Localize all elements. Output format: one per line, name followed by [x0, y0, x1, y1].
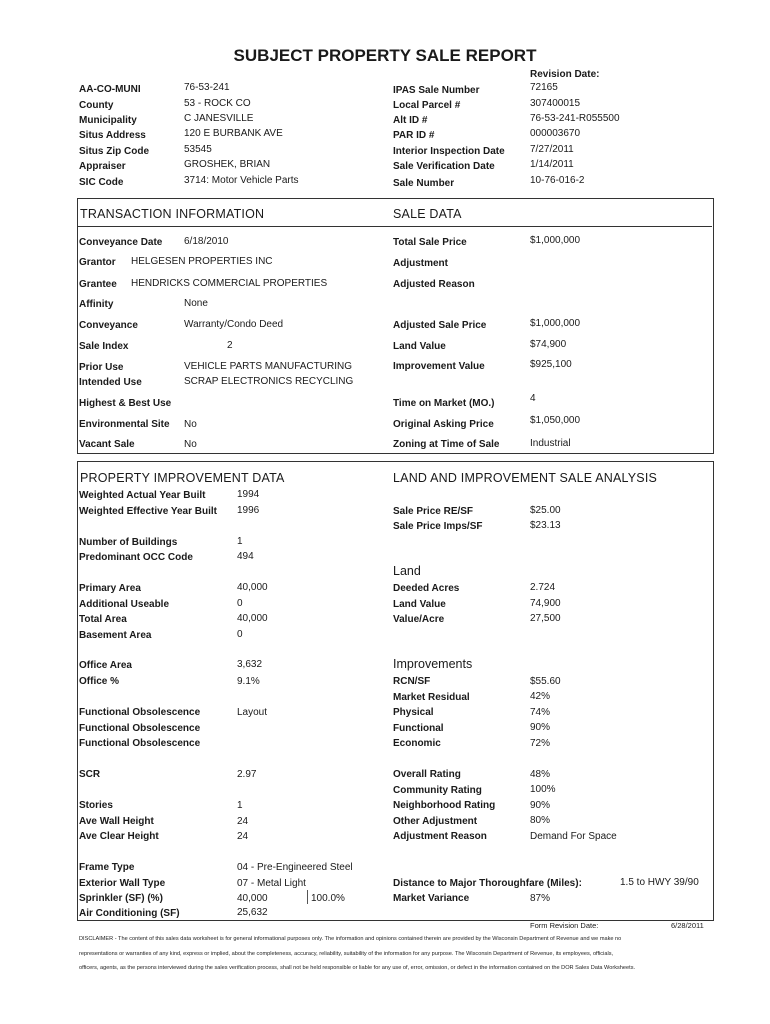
- ave-wall-height-label: Ave Wall Height: [79, 816, 154, 827]
- transaction-divider: [78, 226, 712, 227]
- sic-code-label: SIC Code: [79, 177, 124, 188]
- deeded-acres-label: Deeded Acres: [393, 583, 460, 594]
- intended-use-label: Intended Use: [79, 377, 142, 388]
- analysis-land-value-label: Land Value: [393, 599, 446, 610]
- zoning-label: Zoning at Time of Sale: [393, 439, 500, 450]
- improvement-heading: PROPERTY IMPROVEMENT DATA: [80, 471, 285, 485]
- form-revision-date: 6/28/2011: [671, 921, 704, 930]
- weighted-effective-year-value: 1996: [237, 505, 260, 516]
- vacant-sale-label: Vacant Sale: [79, 439, 135, 450]
- prior-use-value: VEHICLE PARTS MANUFACTURING: [184, 361, 352, 372]
- adjustment-reason-value: Demand For Space: [530, 831, 617, 842]
- county-value: 53 - ROCK CO: [184, 98, 251, 109]
- improvement-value-value: $925,100: [530, 359, 572, 370]
- weighted-actual-year-label: Weighted Actual Year Built: [79, 490, 206, 501]
- additional-useable-value: 0: [237, 598, 243, 609]
- overall-rating-value: 48%: [530, 769, 551, 780]
- sale-verification-value: 1/14/2011: [530, 159, 574, 170]
- physical-value: 74%: [530, 707, 551, 718]
- rcn-sf-value: $55.60: [530, 676, 561, 687]
- neighborhood-rating-value: 90%: [530, 800, 551, 811]
- functional-obsolescence-value-1: Layout: [237, 707, 268, 718]
- office-area-label: Office Area: [79, 660, 132, 671]
- exterior-wall-type-label: Exterior Wall Type: [79, 878, 166, 889]
- market-residual-label: Market Residual: [393, 692, 470, 703]
- functional-label: Functional: [393, 723, 444, 734]
- conveyance-value: Warranty/Condo Deed: [184, 319, 284, 330]
- prior-use-label: Prior Use: [79, 362, 124, 373]
- appraiser-value: GROSHEK, BRIAN: [184, 159, 271, 170]
- air-conditioning-label: Air Conditioning (SF): [79, 908, 180, 919]
- situs-address-label: Situs Address: [79, 130, 146, 141]
- time-on-market-value: 4: [530, 393, 536, 404]
- sale-price-re-sf-label: Sale Price RE/SF: [393, 506, 474, 517]
- weighted-effective-year-label: Weighted Effective Year Built: [79, 506, 218, 517]
- basement-area-label: Basement Area: [79, 630, 152, 641]
- frame-type-label: Frame Type: [79, 862, 135, 873]
- predominant-occ-label: Predominant OCC Code: [79, 552, 193, 563]
- vacant-sale-value: No: [184, 439, 197, 450]
- grantor-value: HELGESEN PROPERTIES INC: [131, 256, 273, 267]
- ave-clear-height-value: 24: [237, 831, 249, 842]
- situs-zip-value: 53545: [184, 144, 212, 155]
- analysis-heading: LAND AND IMPROVEMENT SALE ANALYSIS: [393, 471, 658, 485]
- zoning-value: Industrial: [530, 438, 571, 449]
- municipality-label: Municipality: [79, 115, 137, 126]
- report-title: SUBJECT PROPERTY SALE REPORT: [233, 46, 537, 65]
- functional-obsolescence-label-1: Functional Obsolescence: [79, 707, 201, 718]
- weighted-actual-year-value: 1994: [237, 489, 260, 500]
- sale-verification-label: Sale Verification Date: [393, 161, 495, 172]
- situs-zip-label: Situs Zip Code: [79, 146, 149, 157]
- grantee-label: Grantee: [79, 279, 117, 290]
- sprinkler-value: 40,000: [237, 893, 268, 904]
- office-pct-value: 9.1%: [237, 676, 260, 687]
- functional-obsolescence-label-3: Functional Obsolescence: [79, 738, 201, 749]
- sale-price-re-sf-value: $25.00: [530, 505, 561, 516]
- sprinkler-divider: [307, 890, 308, 904]
- form-revision-label: Form Revision Date:: [530, 921, 599, 930]
- total-area-value: 40,000: [237, 613, 268, 624]
- stories-label: Stories: [79, 800, 113, 811]
- highest-best-use-label: Highest & Best Use: [79, 398, 172, 409]
- affinity-label: Affinity: [79, 299, 114, 310]
- value-acre-label: Value/Acre: [393, 614, 445, 625]
- analysis-land-value-value: 74,900: [530, 598, 561, 609]
- conveyance-label: Conveyance: [79, 320, 138, 331]
- municipality-value: C JANESVILLE: [184, 113, 254, 124]
- original-asking-price-value: $1,050,000: [530, 415, 581, 426]
- air-conditioning-value: 25,632: [237, 907, 268, 918]
- affinity-value: None: [184, 298, 208, 309]
- adjustment-reason-label: Adjustment Reason: [393, 831, 487, 842]
- land-value-value: $74,900: [530, 339, 567, 350]
- transaction-heading: TRANSACTION INFORMATION: [80, 207, 265, 221]
- time-on-market-label: Time on Market (MO.): [393, 398, 495, 409]
- aa-co-muni-value: 76-53-241: [184, 82, 230, 93]
- predominant-occ-value: 494: [237, 551, 254, 562]
- distance-thoroughfare-label: Distance to Major Thoroughfare (Miles):: [393, 878, 582, 889]
- community-rating-label: Community Rating: [393, 785, 482, 796]
- sale-data-heading: SALE DATA: [393, 207, 462, 221]
- sale-price-imps-sf-label: Sale Price Imps/SF: [393, 521, 483, 532]
- alt-id-value: 76-53-241-R055500: [530, 113, 620, 124]
- par-id-value: 000003670: [530, 128, 581, 139]
- total-sale-price-label: Total Sale Price: [393, 237, 467, 248]
- land-heading: Land: [393, 564, 421, 578]
- local-parcel-value: 307400015: [530, 98, 581, 109]
- frame-type-value: 04 - Pre-Engineered Steel: [237, 862, 353, 873]
- interior-inspection-value: 7/27/2011: [530, 144, 574, 155]
- other-adjustment-label: Other Adjustment: [393, 816, 478, 827]
- economic-label: Economic: [393, 738, 441, 749]
- sprinkler-pct: 100.0%: [311, 893, 345, 904]
- scr-value: 2.97: [237, 769, 257, 780]
- improvement-value-label: Improvement Value: [393, 361, 485, 372]
- ave-clear-height-label: Ave Clear Height: [79, 831, 159, 842]
- functional-value: 90%: [530, 722, 551, 733]
- number-of-buildings-label: Number of Buildings: [79, 537, 178, 548]
- par-id-label: PAR ID #: [393, 130, 435, 141]
- primary-area-value: 40,000: [237, 582, 268, 593]
- sic-code-value: 3714: Motor Vehicle Parts: [184, 175, 299, 186]
- value-acre-value: 27,500: [530, 613, 561, 624]
- sale-number-label: Sale Number: [393, 178, 455, 189]
- ave-wall-height-value: 24: [237, 816, 249, 827]
- original-asking-price-label: Original Asking Price: [393, 419, 494, 430]
- total-sale-price-value: $1,000,000: [530, 235, 581, 246]
- aa-co-muni-label: AA-CO-MUNI: [79, 84, 141, 95]
- conveyance-date-label: Conveyance Date: [79, 237, 163, 248]
- land-value-label: Land Value: [393, 341, 446, 352]
- appraiser-label: Appraiser: [79, 161, 126, 172]
- community-rating-value: 100%: [530, 784, 556, 795]
- environmental-site-value: No: [184, 419, 197, 430]
- disclaimer-line-2: representations or warranties of any kind, express or implied, about the completeness, accuracy, reliability, suitability of the information for any purpose. The Wisconsin Department of Revenue, its employees, officials,: [79, 951, 614, 957]
- basement-area-value: 0: [237, 629, 243, 640]
- office-pct-label: Office %: [79, 676, 120, 687]
- sale-number-value: 10-76-016-2: [530, 175, 585, 186]
- adjustment-label: Adjustment: [393, 258, 448, 269]
- grantor-label: Grantor: [79, 257, 116, 268]
- ipas-sale-number-value: 72165: [530, 82, 558, 93]
- additional-useable-label: Additional Useable: [79, 599, 170, 610]
- economic-value: 72%: [530, 738, 551, 749]
- adjusted-sale-price-value: $1,000,000: [530, 318, 581, 329]
- other-adjustment-value: 80%: [530, 815, 551, 826]
- disclaimer-line-1: DISCLAIMER - The content of this sales data worksheet is for general informational purposes only. The information and opinions contained therein are provided by the Wisconsin Department of Revenue and we make no: [79, 936, 622, 942]
- sale-index-label: Sale Index: [79, 341, 129, 352]
- scr-label: SCR: [79, 769, 101, 780]
- market-residual-value: 42%: [530, 691, 551, 702]
- number-of-buildings-value: 1: [237, 536, 243, 547]
- intended-use-value: SCRAP ELECTRONICS RECYCLING: [184, 376, 354, 387]
- office-area-value: 3,632: [237, 659, 263, 670]
- interior-inspection-label: Interior Inspection Date: [393, 146, 505, 157]
- alt-id-label: Alt ID #: [393, 115, 428, 126]
- distance-thoroughfare-value: 1.5 to HWY 39/90: [620, 877, 699, 888]
- exterior-wall-type-value: 07 - Metal Light: [237, 878, 306, 889]
- overall-rating-label: Overall Rating: [393, 769, 461, 780]
- revision-date-label: Revision Date:: [530, 69, 600, 80]
- sale-price-imps-sf-value: $23.13: [530, 520, 561, 531]
- physical-label: Physical: [393, 707, 434, 718]
- county-label: County: [79, 100, 114, 111]
- sprinkler-label: Sprinkler (SF) (%): [79, 893, 163, 904]
- market-variance-value: 87%: [530, 893, 551, 904]
- grantee-value: HENDRICKS COMMERCIAL PROPERTIES: [131, 278, 328, 289]
- adjusted-sale-price-label: Adjusted Sale Price: [393, 320, 487, 331]
- disclaimer-line-3: officers, agents, as the persons interviewed during the sales verification process, shall not be held responsible or liable for any use of, error, omission, or defect in the information contained on the DOR Sales Data Worksheets.: [79, 965, 636, 971]
- total-area-label: Total Area: [79, 614, 127, 625]
- functional-obsolescence-label-2: Functional Obsolescence: [79, 723, 201, 734]
- neighborhood-rating-label: Neighborhood Rating: [393, 800, 496, 811]
- primary-area-label: Primary Area: [79, 583, 141, 594]
- sale-index-value: 2: [227, 340, 233, 351]
- ipas-sale-number-label: IPAS Sale Number: [393, 85, 480, 96]
- situs-address-value: 120 E BURBANK AVE: [184, 128, 283, 139]
- improvements-heading: Improvements: [393, 657, 473, 671]
- adjusted-reason-label: Adjusted Reason: [393, 279, 475, 290]
- market-variance-label: Market Variance: [393, 893, 470, 904]
- deeded-acres-value: 2.724: [530, 582, 556, 593]
- local-parcel-label: Local Parcel #: [393, 100, 461, 111]
- rcn-sf-label: RCN/SF: [393, 676, 431, 687]
- environmental-site-label: Environmental Site: [79, 419, 170, 430]
- stories-value: 1: [237, 800, 243, 811]
- conveyance-date-value: 6/18/2010: [184, 236, 229, 247]
